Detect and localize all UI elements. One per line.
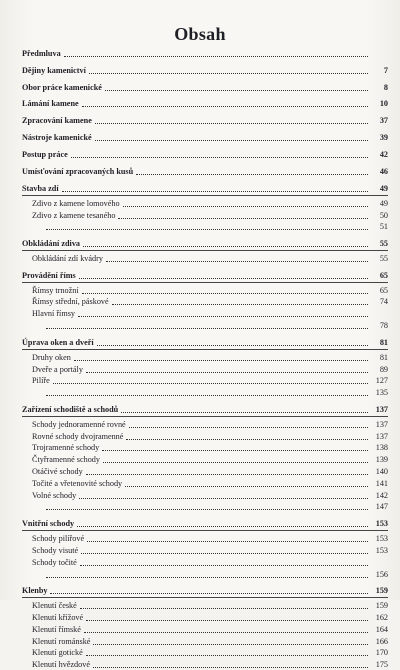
toc-subsection: [22, 532, 400, 544]
toc-entry-label: Dveře a portály: [32, 364, 83, 374]
toc-subsection: [22, 465, 400, 477]
toc-page-number: 153: [375, 534, 388, 544]
toc-entry-label: Točité a vřetenovité schody: [32, 478, 123, 488]
toc-entry-label: Obkládání zdí kvádry: [32, 254, 103, 263]
toc-subsection: [22, 489, 400, 501]
dot-leader: [64, 56, 368, 57]
dot-leader: [46, 577, 368, 578]
toc-page-number: 8: [383, 82, 388, 92]
toc-page-number: 10: [379, 99, 388, 109]
toc-subsection: [22, 252, 400, 264]
toc-subsection: [22, 197, 400, 209]
toc-page-number: 175: [375, 660, 388, 670]
toc-subsection: [22, 307, 400, 319]
dot-leader: [136, 174, 368, 175]
dot-leader: [93, 644, 368, 645]
toc-chapter: [22, 237, 400, 249]
dot-leader: [103, 462, 368, 463]
toc-entry-label: Rovné schody dvojramenné: [32, 431, 124, 441]
toc-page-number: 37: [379, 116, 388, 126]
toc-entry-label: Stavba zdí: [22, 183, 59, 193]
toc-entry-label: Zdivo z kamene lomového: [32, 198, 120, 208]
toc-entry-label: Trojramenné schody: [32, 443, 100, 453]
dot-leader: [105, 90, 368, 91]
section-rule: [22, 282, 388, 283]
toc-entry-label: Nástroje kamenické: [22, 133, 92, 143]
toc-page-number: 159: [375, 586, 388, 596]
toc-chapter: [22, 403, 400, 415]
toc-subsection: [22, 501, 400, 513]
toc-page-number: 81: [379, 337, 388, 347]
toc-entry-label: Klenutí křížové: [32, 612, 84, 622]
toc-page-number: 139: [375, 455, 388, 465]
dot-leader: [102, 450, 368, 451]
dot-leader: [81, 553, 368, 554]
dot-leader: [95, 123, 368, 124]
toc-page-number: 39: [379, 133, 388, 143]
toc-page-number: 46: [379, 167, 388, 177]
toc-subsection: [22, 351, 400, 363]
toc-entry-label: Klenutí gotické: [32, 648, 83, 658]
toc-page-number: 164: [375, 624, 388, 634]
toc-subsection: [22, 599, 400, 611]
toc-entry-label: Postup práce: [22, 150, 68, 160]
toc-entry-label: Schody pilířové: [32, 534, 85, 544]
dot-leader: [97, 345, 368, 346]
toc-subsection: [22, 386, 400, 398]
dot-leader: [86, 655, 368, 656]
toc-subsection: [22, 296, 400, 308]
dot-leader: [53, 383, 368, 384]
toc-subsection: [22, 319, 400, 331]
toc-entry-label: Předmluva: [22, 48, 61, 58]
toc-entry-label: Římsy střední, páskové: [32, 297, 109, 307]
dot-leader: [82, 293, 368, 294]
dot-leader: [80, 608, 368, 609]
dot-leader: [106, 261, 368, 262]
toc-chapter: [22, 269, 400, 281]
toc-chapter: [22, 182, 400, 194]
toc-page-number: 156: [375, 569, 388, 579]
toc-entry-label: Klenutí české: [32, 601, 77, 611]
dot-leader: [86, 372, 368, 373]
toc-chapter: [22, 336, 400, 348]
section-rule: [22, 597, 388, 598]
toc-page-number: 170: [375, 648, 388, 658]
toc-page-number: 55: [379, 239, 388, 249]
toc-page-number: 42: [379, 150, 388, 160]
toc-entry-label: Obkládání zdiva: [22, 239, 81, 249]
dot-leader: [125, 486, 368, 487]
page-title: Obsah: [174, 24, 226, 44]
toc-page-number: 7: [383, 65, 388, 75]
toc-page-number: 147: [375, 502, 388, 512]
dot-leader: [86, 620, 368, 621]
toc-entry-label: Schody jednoramenné rovné: [32, 419, 126, 429]
toc-entry-label: Hlavní římsy: [32, 309, 75, 319]
toc-page-number: 137: [375, 419, 388, 429]
toc-page-number: 65: [379, 270, 388, 280]
dot-leader: [121, 412, 368, 413]
dot-leader: [46, 229, 368, 230]
toc-subsection: [22, 363, 400, 375]
toc-entry-label: Vnitřní schody: [22, 519, 75, 529]
toc-page-number: 141: [375, 478, 388, 488]
dot-leader: [95, 140, 368, 141]
toc-subsection: [22, 453, 400, 465]
toc-subsection: [22, 477, 400, 489]
toc-page-number: 162: [375, 612, 388, 622]
toc-page-number: 127: [375, 376, 388, 386]
dot-leader: [71, 157, 368, 158]
toc-entry-label: Římsy trnožní: [32, 285, 79, 295]
dot-leader: [78, 316, 368, 317]
toc-subsection: [22, 209, 400, 221]
toc-entry-label: Čtyřramenné schody: [32, 455, 100, 465]
toc-chapter: [22, 47, 400, 59]
toc-entry-label: Schody visuté: [32, 545, 79, 555]
dot-leader: [79, 278, 368, 279]
toc-entry-label: Klenby: [22, 586, 48, 596]
toc-chapter: [22, 115, 400, 127]
dot-leader: [112, 304, 368, 305]
toc-page-number: 153: [375, 519, 388, 529]
toc-subsection: [22, 623, 400, 635]
toc-subsection: [22, 284, 400, 296]
toc-subsection: [22, 221, 400, 233]
toc-entry-label: Klenutí románské: [32, 636, 91, 646]
toc-page-number: 138: [375, 443, 388, 453]
toc-entry-label: Zdivo z kamene tesaného: [32, 210, 116, 220]
toc-entry-label: Druhy oken: [32, 352, 71, 362]
dot-leader: [62, 191, 368, 192]
toc-page-number: 137: [375, 405, 388, 415]
toc-page-number: 153: [375, 545, 388, 555]
dot-leader: [77, 526, 368, 527]
toc-subsection: [22, 375, 400, 387]
dot-leader: [50, 593, 368, 594]
toc-page-number: 74: [379, 297, 388, 307]
toc-subsection: [22, 430, 400, 442]
toc-subsection: [22, 556, 400, 568]
dot-leader: [129, 427, 368, 428]
toc-entry-label: Úprava oken a dveří: [22, 337, 94, 347]
toc-chapter: [22, 148, 400, 160]
toc-page-number: 55: [379, 254, 388, 263]
toc-subsection: [22, 442, 400, 454]
toc-entry-label: Volné schody: [32, 490, 77, 500]
toc-page-number: 81: [379, 352, 388, 362]
toc-entry-label: Obor práce kamenické: [22, 82, 102, 92]
dot-leader: [123, 206, 368, 207]
toc-chapter: [22, 165, 400, 177]
toc-entry-label: Dějiny kamenictví: [22, 65, 86, 75]
toc-page-number: 140: [375, 467, 388, 477]
toc-entry-label: Klenutí římské: [32, 624, 81, 634]
toc-page-number: 50: [379, 210, 388, 220]
dot-leader: [93, 667, 368, 668]
toc-page-number: 166: [375, 636, 388, 646]
toc-subsection: [22, 568, 400, 580]
section-rule: [22, 250, 388, 251]
toc-subsection: [22, 658, 400, 670]
toc-entry-label: Provádění říms: [22, 270, 76, 280]
dot-leader: [126, 439, 368, 440]
dot-leader: [79, 498, 368, 499]
toc-entry-label: Zařízení schodiště a schodů: [22, 405, 119, 415]
dot-leader: [89, 73, 368, 74]
toc-page-number: 159: [375, 601, 388, 611]
dot-leader: [87, 541, 368, 542]
dot-leader: [74, 360, 368, 361]
dot-leader: [80, 565, 368, 566]
toc-subsection: [22, 418, 400, 430]
toc-subsection: [22, 611, 400, 623]
toc-entry-label: Klenutí hvězdové: [32, 660, 90, 670]
toc-chapter: [22, 518, 400, 530]
dot-leader: [46, 328, 368, 329]
toc-page-number: 89: [379, 364, 388, 374]
toc-entry-label: Umísťování zpracovaných kusů: [22, 167, 134, 177]
section-rule: [22, 349, 388, 350]
dot-leader: [82, 106, 368, 107]
dot-leader: [86, 474, 368, 475]
toc-page-number: 78: [379, 321, 388, 331]
toc-chapter: [22, 81, 400, 93]
toc-subsection: [22, 635, 400, 647]
dot-leader: [46, 509, 368, 510]
toc-page-number: 142: [375, 490, 388, 500]
section-rule: [22, 195, 388, 196]
dot-leader: [83, 246, 368, 247]
toc-entry-label: Pilíře: [32, 376, 50, 386]
toc-page-number: 137: [375, 431, 388, 441]
dot-leader: [84, 632, 368, 633]
toc-page-number: 65: [379, 285, 388, 295]
dot-leader: [46, 395, 368, 396]
section-rule: [22, 530, 388, 531]
dot-leader: [118, 218, 368, 219]
toc-entry-label: Schody točité: [32, 557, 77, 567]
toc-entry-label: Zpracování kamene: [22, 116, 92, 126]
toc-subsection: [22, 544, 400, 556]
toc-chapter: [22, 131, 400, 143]
toc-page-number: 135: [375, 388, 388, 398]
toc-page-number: 51: [379, 222, 388, 232]
toc-entry-label: Otáčivé schody: [32, 467, 83, 477]
toc-chapter: [22, 585, 400, 597]
toc-entry-label: Lámání kamene: [22, 99, 79, 109]
toc-page-number: 49: [379, 183, 388, 193]
toc-subsection: [22, 647, 400, 659]
toc-chapter: [22, 98, 400, 110]
table-of-contents: [22, 47, 400, 670]
section-rule: [22, 416, 388, 417]
toc-chapter: [22, 64, 400, 76]
toc-page-number: 49: [379, 198, 388, 208]
